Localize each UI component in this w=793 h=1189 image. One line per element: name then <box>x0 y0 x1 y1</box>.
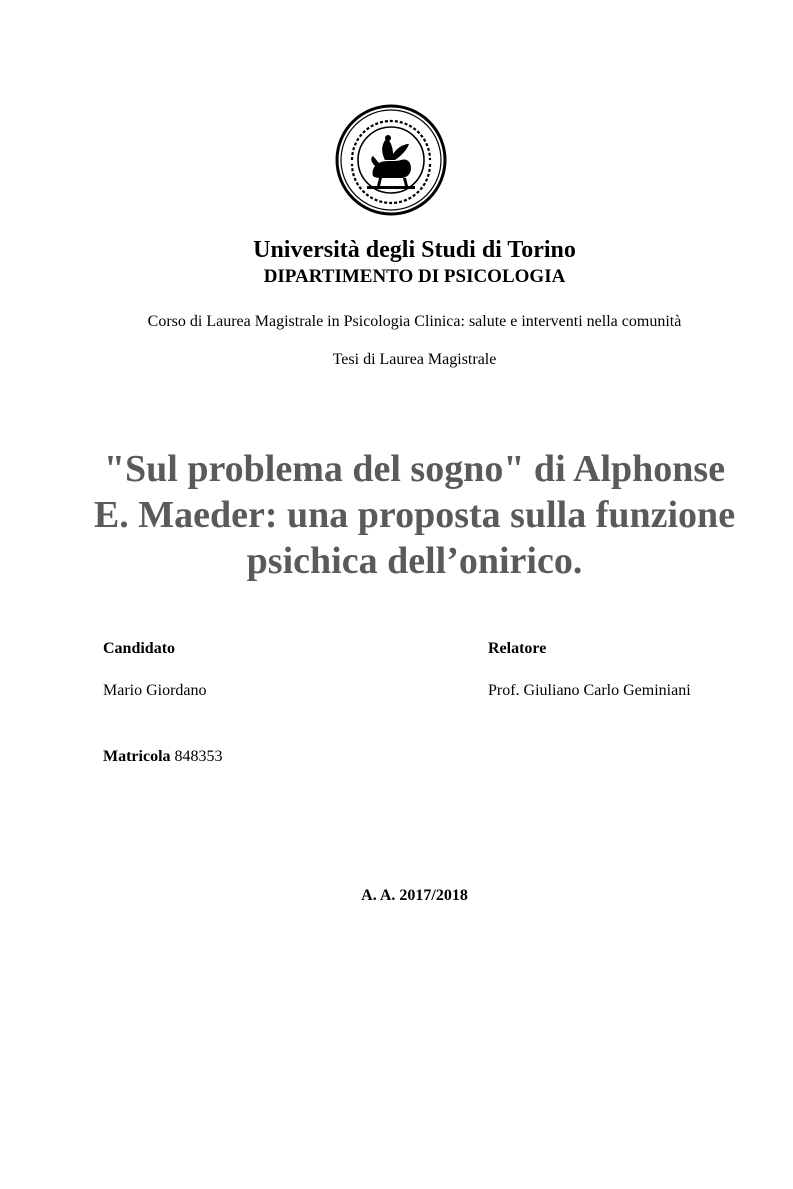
university-name: Università degli Studi di Torino <box>253 237 576 263</box>
course-name: Corso di Laurea Magistrale in Psicologia Clinica: salute e interventi nella comunità <box>147 313 682 330</box>
department-name: DIPARTIMENTO DI PSICOLOGIA <box>263 266 566 287</box>
matricola-line <box>103 746 223 768</box>
candidate-name: Mario Giordano <box>103 682 207 699</box>
matricola-label: Matricola <box>103 748 171 765</box>
matricola-number: 848353 <box>174 748 223 765</box>
supervisor-name: Prof. Giuliano Carlo Geminiani <box>488 682 691 699</box>
thesis-title-line: "Sul problema del sogno" di Alphonse <box>103 448 726 490</box>
thesis-type: Tesi di Laurea Magistrale <box>332 351 497 368</box>
academic-year: A. A. 2017/2018 <box>361 887 468 904</box>
thesis-title-line: E. Maeder: una proposta sulla funzione <box>93 494 736 536</box>
thesis-title <box>0 446 793 584</box>
university-seal-icon <box>335 104 447 216</box>
thesis-title-line: psichica dell’onirico. <box>246 540 583 582</box>
candidate-label: Candidato <box>103 640 176 657</box>
supervisor-label: Relatore <box>488 640 547 657</box>
